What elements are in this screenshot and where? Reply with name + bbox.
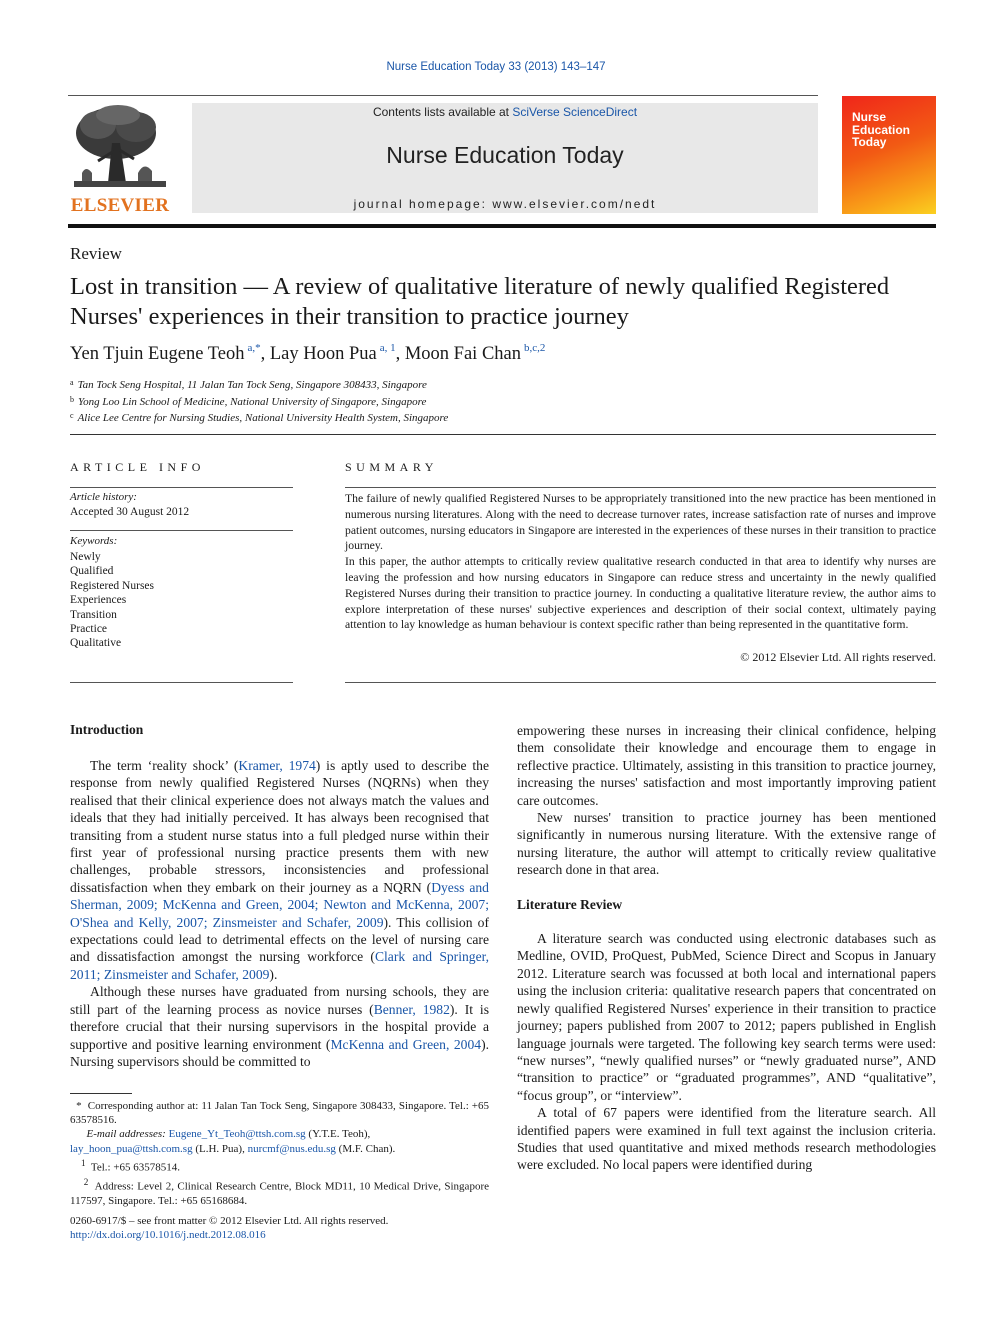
elsevier-wordmark: ELSEVIER bbox=[70, 195, 170, 216]
email-owner: (L.H. Pua), bbox=[192, 1142, 248, 1155]
footnote-emails bbox=[70, 1127, 489, 1155]
author-marks[interactable]: b,c,2 bbox=[524, 342, 546, 354]
journal-homepage[interactable]: journal homepage: www.elsevier.com/nedt bbox=[353, 197, 657, 211]
keyword: Experiences bbox=[70, 594, 127, 607]
summary-copyright: © 2012 Elsevier Ltd. All rights reserved. bbox=[740, 650, 936, 664]
footnote-corresponding bbox=[70, 1099, 489, 1127]
text-run: ) is aptly used to describe the response from newly qualified Registered Nurses (NQRNs) when they realised that their clinical experience does not always match the values and ideals that they had initially perceived. It has always been recognised that transiting from a student nurse status into a full pledged nurse within their first year of professional nursing practice presents them with new challenges, probable stressors, inconsistencies and professional dissatisfaction when they embark on their journey as a NQRN ( bbox=[70, 758, 489, 895]
email-owner: (Y.T.E. Teoh), bbox=[305, 1128, 371, 1141]
keywords-label: Keywords: bbox=[70, 535, 118, 547]
contents-line bbox=[192, 105, 818, 119]
article-info-rule bbox=[70, 487, 293, 488]
text-run: Although these nurses have graduated from nursing schools, they are still part of the learning process as novice nurses ( bbox=[70, 984, 489, 1017]
article-info-heading: ARTICLE INFO bbox=[70, 460, 205, 474]
footnote-rule bbox=[70, 1093, 132, 1094]
doi-link[interactable]: http://dx.doi.org/10.1016/j.nedt.2012.08.016 bbox=[70, 1229, 266, 1241]
text-run: ). Nursing supervisors should be committed to bbox=[70, 1036, 490, 1069]
summary-paragraph: In this paper, the author attempts to critically review qualitative research conducted in that area to identify why nurses are leaving the profession and how nursing educators in Singapore can reduce stress and uncertainty in the newly qualified Registered Nurses during their transition to practice journey. In conducting a qualitative literature review, the author aims to explore interpretation of these nurses' subjective experiences and description of their social context, ultimately paying attention to lay knowledge as human behaviour is context specific rather than being represented in the quantitative form. bbox=[345, 555, 936, 632]
email-link[interactable]: lay_hoon_pua@ttsh.com.sg bbox=[70, 1142, 193, 1155]
citation-link[interactable]: Benner, 1982 bbox=[373, 1001, 450, 1017]
text-run: The term ‘reality shock’ ( bbox=[90, 758, 239, 773]
footnote-2 bbox=[70, 1175, 489, 1208]
summary-rule bbox=[345, 487, 936, 488]
citation-link[interactable]: Clark and Springer, 2011; Zinsmeister and Schafer, 2009 bbox=[70, 949, 489, 982]
citation-link[interactable]: Dyess and Sherman, 2009; McKenna and Green, 2004; Newton and McKenna, 2007; O'Shea and Kelly, 2007; Zinsmeister and Schafer, 2009 bbox=[70, 879, 489, 930]
journal-reference-link[interactable]: Nurse Education Today 33 (2013) 143–147 bbox=[386, 61, 606, 73]
affiliation-mark: a bbox=[70, 378, 74, 387]
affiliation-text: Alice Lee Centre for Nursing Studies, National University Health System, Singapore bbox=[77, 412, 449, 424]
header-top-rule bbox=[68, 95, 818, 96]
keywords-list bbox=[70, 550, 154, 651]
affiliation-text: Yong Loo Lin School of Medicine, National University of Singapore, Singapore bbox=[78, 395, 427, 408]
footnote-mark: 2 bbox=[83, 1176, 89, 1187]
introduction-heading: Introduction bbox=[70, 722, 144, 737]
affiliation bbox=[70, 376, 448, 393]
body-paragraph bbox=[70, 757, 489, 983]
body-paragraph: empowering these nurses in increasing their clinical confidence, helping them consolidate their knowledge and encourage them to engage in reflective practice. Ultimately, assisting in this transition to practice journey, increasing the nurses' satisfaction and most importantly improving patient care outcomes. bbox=[517, 723, 936, 808]
author-list: Yen Tjuin Eugene Teoh $^{a,*}$, Lay Hoon Pua $^{a, 1}$, Moon Fai Chan $^{b,c,2}$ bbox=[70, 342, 546, 364]
summary-rule bbox=[345, 682, 936, 683]
summary-text bbox=[345, 491, 936, 633]
footnote-1 bbox=[70, 1156, 489, 1175]
article-info-rule bbox=[70, 682, 293, 683]
keyword: Qualified bbox=[70, 565, 114, 578]
keyword: Qualitative bbox=[70, 637, 122, 650]
article-title: Lost in transition — A review of qualitative literature of newly qualified Registered Nurses' experiences in their transition to practice journey bbox=[70, 273, 890, 330]
footnotes bbox=[70, 1099, 489, 1208]
title-rule bbox=[70, 434, 936, 435]
body-right-column bbox=[517, 722, 936, 1174]
email-owner: (M.F. Chan). bbox=[335, 1142, 396, 1155]
keyword: Practice bbox=[70, 623, 108, 636]
email-label: E-mail addresses: bbox=[86, 1128, 166, 1141]
sciencedirect-link[interactable]: SciVerse ScienceDirect bbox=[512, 105, 638, 119]
author-name: Moon Fai Chan bbox=[404, 344, 521, 364]
body-paragraph: A total of 67 papers were identified from the literature search. All identified papers were examined in full text against the inclusion criteria. Studies that used quantitative and mixed methods research methodologies were excluded. No local papers were identified during bbox=[517, 1105, 936, 1173]
author-marks[interactable]: a,* bbox=[247, 342, 261, 354]
email-link[interactable]: Eugene_Yt_Teoh@ttsh.com.sg bbox=[168, 1128, 306, 1141]
cover-title: Nurse Education Today bbox=[852, 110, 911, 149]
text-run: ). This collision of expectations could lead to detrimental effects on the level of nursing care and dissatisfaction amongst the nursing workforce ( bbox=[70, 914, 489, 965]
email-link[interactable]: nurcmf@nus.edu.sg bbox=[247, 1142, 336, 1155]
citation-link[interactable]: Kramer, 1974 bbox=[238, 758, 316, 773]
article-type: Review bbox=[70, 244, 122, 263]
keyword: Transition bbox=[70, 608, 117, 621]
affiliation bbox=[70, 393, 448, 410]
footnote-text: Corresponding author at: 11 Jalan Tan Tock Seng, Singapore 308433, Singapore. Tel.: +65 63578516. bbox=[70, 1100, 490, 1127]
keyword: Newly bbox=[70, 551, 101, 563]
author-name: Lay Hoon Pua bbox=[269, 344, 377, 364]
citation-link[interactable]: McKenna and Green, 2004 bbox=[330, 1036, 482, 1052]
text-run: ). bbox=[269, 966, 278, 982]
affiliations bbox=[70, 376, 448, 426]
affiliation bbox=[70, 409, 448, 426]
footnote-mark: * bbox=[76, 1100, 82, 1112]
affiliation-mark: b bbox=[70, 394, 74, 404]
body-paragraph bbox=[70, 983, 489, 1070]
front-matter bbox=[70, 1214, 388, 1242]
summary-paragraph: The failure of newly qualified Registered Nurses to be appropriately transitioned into the new practice has been mentioned in numerous nursing literatures. Along with the need to decrease turnover rates, increase satisfaction rate of nurses and improve patient outcomes, nursing educators in Singapore are interested in the experiences of these nurses in their transition to practice journey. bbox=[345, 492, 937, 553]
affiliation-mark: c bbox=[70, 411, 74, 420]
footnote-mark: 1 bbox=[81, 1157, 86, 1168]
history-label: Article history: bbox=[70, 491, 137, 503]
history-value: Accepted 30 August 2012 bbox=[70, 506, 190, 518]
footnote-text: Tel.: +65 63578514. bbox=[90, 1161, 181, 1174]
issn-line: 0260-6917/$ – see front matter © 2012 Elsevier Ltd. All rights reserved. bbox=[70, 1215, 389, 1227]
body-paragraph: A literature search was conducted using electronic databases such as Medline, OVID, ProQuest, PubMed, Science Direct and Scopus in January 2012. Literature search was focussed at both local and international papers using the inclusion criteria: qualitative research papers that concentrated on newly qualified Registered Nurses' experience in their transition to practice journey; papers published from 2007 to 2012; papers published in English language journals were targeted. The following key search terms were used: “new nurses”, “newly qualified nurses” or “newly graduated nurse”, AND “transition to practice” or “graduated programmes”, AND “qualitative”, “focus group”, or “interview”. bbox=[517, 931, 936, 1103]
contents-prefix: Contents lists available at bbox=[372, 105, 513, 119]
article-info-rule bbox=[70, 530, 293, 531]
footnote-text: Address: Level 2, Clinical Research Centre, Block MD11, 10 Medical Drive, Singapore 117597, Singapore. Tel.: +65 65168684. bbox=[70, 1180, 489, 1207]
author-name: Yen Tjuin Eugene Teoh bbox=[70, 344, 245, 364]
body-paragraph: New nurses' transition to practice journey has been mentioned significantly in numerous nursing literature. With the extensive range of nursing literature, the author will attempt to critically review qualitative research done in that area. bbox=[517, 810, 936, 878]
body-left-column bbox=[70, 757, 489, 1070]
keyword: Registered Nurses bbox=[70, 579, 154, 592]
text-run: ). It is therefore crucial that their nursing supervisors in the hospital provide a supportive and positive learning environment ( bbox=[70, 1001, 489, 1052]
journal-title: Nurse Education Today bbox=[386, 142, 624, 168]
summary-heading: SUMMARY bbox=[345, 460, 438, 474]
literature-review-heading: Literature Review bbox=[517, 896, 623, 912]
author-marks[interactable]: a, 1 bbox=[379, 342, 396, 354]
header-thick-rule bbox=[68, 224, 936, 228]
affiliation-text: Tan Tock Seng Hospital, 11 Jalan Tan Tock Seng, Singapore 308433, Singapore bbox=[77, 379, 427, 391]
